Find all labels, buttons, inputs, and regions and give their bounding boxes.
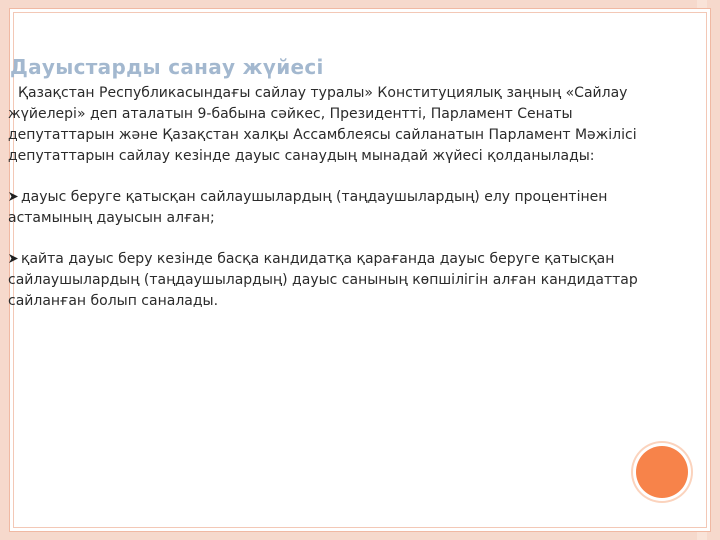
bullet-text: дауыс беруге қатысқан сайлаушылардың (таңдаушылардың) елу процентінен астамының дауысын алған;	[8, 189, 608, 226]
bullet-item-1	[8, 187, 668, 229]
arrow-bullet-icon	[8, 191, 19, 202]
intro-paragraph: Қазақстан Республикасындағы сайлау туралы» Конституциялық заңның «Сайлау жүйелері» деп аталатын 9-бабына сәйкес, Президентті, Парламент Сенаты депутаттарын және Қазақстан халқы Ассамблеясы сайланатын Парламент Мәжілісі депутаттарын сайлау кезінде дауыс санаудың мынадай жүйесі қолданылады:	[8, 85, 637, 164]
arrow-bullet-icon	[8, 253, 19, 264]
bullet-item-2	[8, 249, 668, 312]
slide-body	[8, 83, 668, 312]
bullet-text: қайта дауыс беру кезінде басқа кандидатқа қарағанда дауыс беруге қатысқан сайлаушылардың (таңдаушылардың) дауыс санының көпшілігін алған кандидаттар сайланған болып саналады.	[8, 251, 638, 309]
slide-title: Дауыстарды санау жүйесі	[10, 55, 324, 79]
accent-circle	[636, 446, 688, 498]
